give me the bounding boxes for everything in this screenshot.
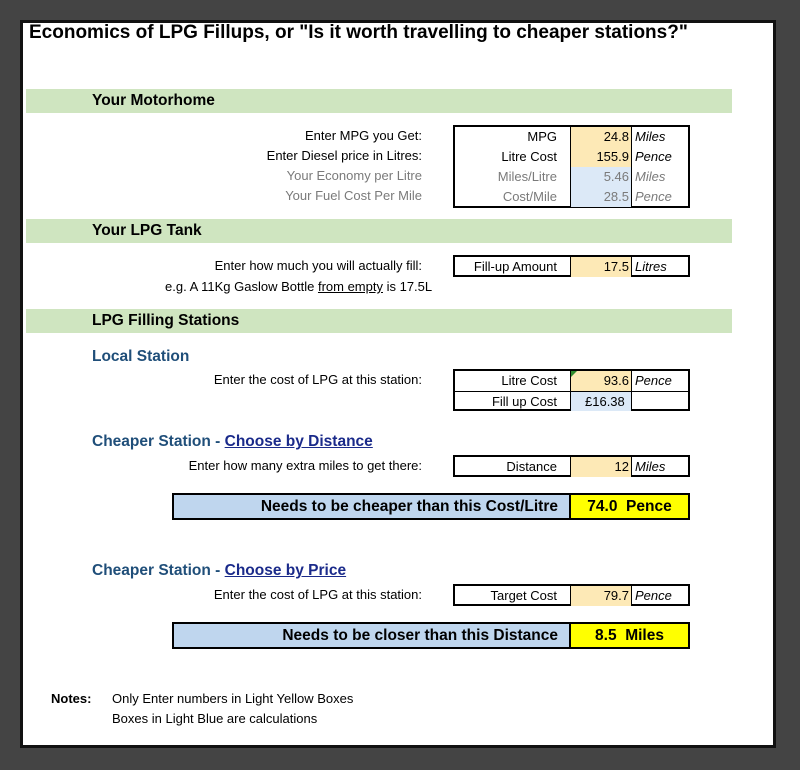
target-cost-label: Target Cost [455,586,571,606]
distance-input[interactable]: 12 [571,457,632,477]
fill-amount-unit: Litres [635,259,667,274]
tank-example-suffix: is 17.5L [382,279,433,294]
section-heading-motorhome: Your Motorhome [92,92,215,109]
motorhome-table [453,125,690,208]
local-station-table [453,369,690,411]
distance-result-value: 74.0 Pence [571,495,688,518]
local-fill-row [455,391,688,411]
fuel-cost-label: Cost/Mile [455,187,571,207]
fuel-cost-unit: Pence [635,189,672,204]
distance-row [455,457,688,477]
economy-unit: Miles [635,169,666,184]
notes-label: Notes: [51,691,92,706]
notes-line-1: Only Enter numbers in Light Yellow Boxes [112,691,354,706]
local-station-heading: Local Station [92,348,190,365]
mpg-label: MPG [455,127,571,147]
page-title: Economics of LPG Fillups, or "Is it worth travelling to cheaper stations?" [29,22,688,43]
choose-by-distance-link[interactable]: Choose by Distance [224,433,373,450]
section-band-motorhome [26,89,732,113]
local-litre-input[interactable] [571,371,632,391]
choose-by-price-link[interactable]: Choose by Price [224,562,347,579]
economy-value: 5.46 [571,167,632,187]
diesel-price-prompt: Enter Diesel price in Litres: [266,148,422,163]
local-fill-label: Fill up Cost [455,392,571,411]
fuel-cost-prompt: Your Fuel Cost Per Mile [285,188,422,203]
section-heading-stations: LPG Filling Stations [92,312,240,329]
fuel-cost-value: 28.5 [571,187,632,207]
local-fill-value: £16.38 [571,392,632,411]
price-heading-prefix: Cheaper Station - [92,562,225,579]
local-litre-unit: Pence [635,373,672,388]
distance-station-heading [92,433,373,451]
tank-example-note [165,279,432,294]
distance-unit: Miles [635,459,666,474]
mpg-row [455,127,688,147]
distance-prompt: Enter how many extra miles to get there: [188,458,422,473]
price-result-label: Needs to be closer than this Distance [174,624,571,647]
price-result-value: 8.5 Miles [571,624,688,647]
section-heading-tank: Your LPG Tank [92,222,202,239]
target-cost-row [455,586,688,606]
tank-example-underlined: from empty [317,279,383,294]
fill-amount-prompt: Enter how much you will actually fill: [214,258,422,273]
local-litre-label: Litre Cost [455,371,571,391]
price-prompt: Enter the cost of LPG at this station: [213,587,422,602]
price-table [453,584,690,606]
fill-amount-row [455,257,688,277]
distance-result-label: Needs to be cheaper than this Cost/Litre [174,495,571,518]
fuel-cost-row [455,187,688,207]
distance-heading-prefix: Cheaper Station - [92,433,225,450]
price-station-heading [92,562,346,580]
local-litre-value: 93.6 [603,373,629,388]
distance-table [453,455,690,477]
price-result-box [172,622,690,649]
tank-table [453,255,690,277]
mpg-prompt: Enter MPG you Get: [304,128,422,143]
local-litre-row [455,371,688,391]
target-cost-unit: Pence [635,588,672,603]
section-band-stations [26,309,732,333]
fill-amount-label: Fill-up Amount [455,257,571,277]
notes-line-2: Boxes in Light Blue are calculations [112,711,318,726]
economy-row [455,167,688,187]
local-fill-unit-empty [632,392,688,411]
diesel-price-label: Litre Cost [455,147,571,167]
diesel-price-row [455,147,688,167]
local-station-prompt: Enter the cost of LPG at this station: [213,372,422,387]
tank-example-prefix: e.g. A 11Kg Gaslow Bottle [165,279,318,294]
target-cost-input[interactable]: 79.7 [571,586,632,606]
mpg-unit: Miles [635,129,666,144]
distance-result-box [172,493,690,520]
comment-marker-icon [571,371,577,377]
economy-prompt: Your Economy per Litre [286,168,422,183]
mpg-input[interactable]: 24.8 [571,127,632,147]
economy-label: Miles/Litre [455,167,571,187]
diesel-price-input[interactable]: 155.9 [571,147,632,167]
distance-label: Distance [455,457,571,477]
diesel-price-unit: Pence [635,149,672,164]
section-band-tank [26,219,732,243]
fill-amount-input[interactable]: 17.5 [571,257,632,277]
